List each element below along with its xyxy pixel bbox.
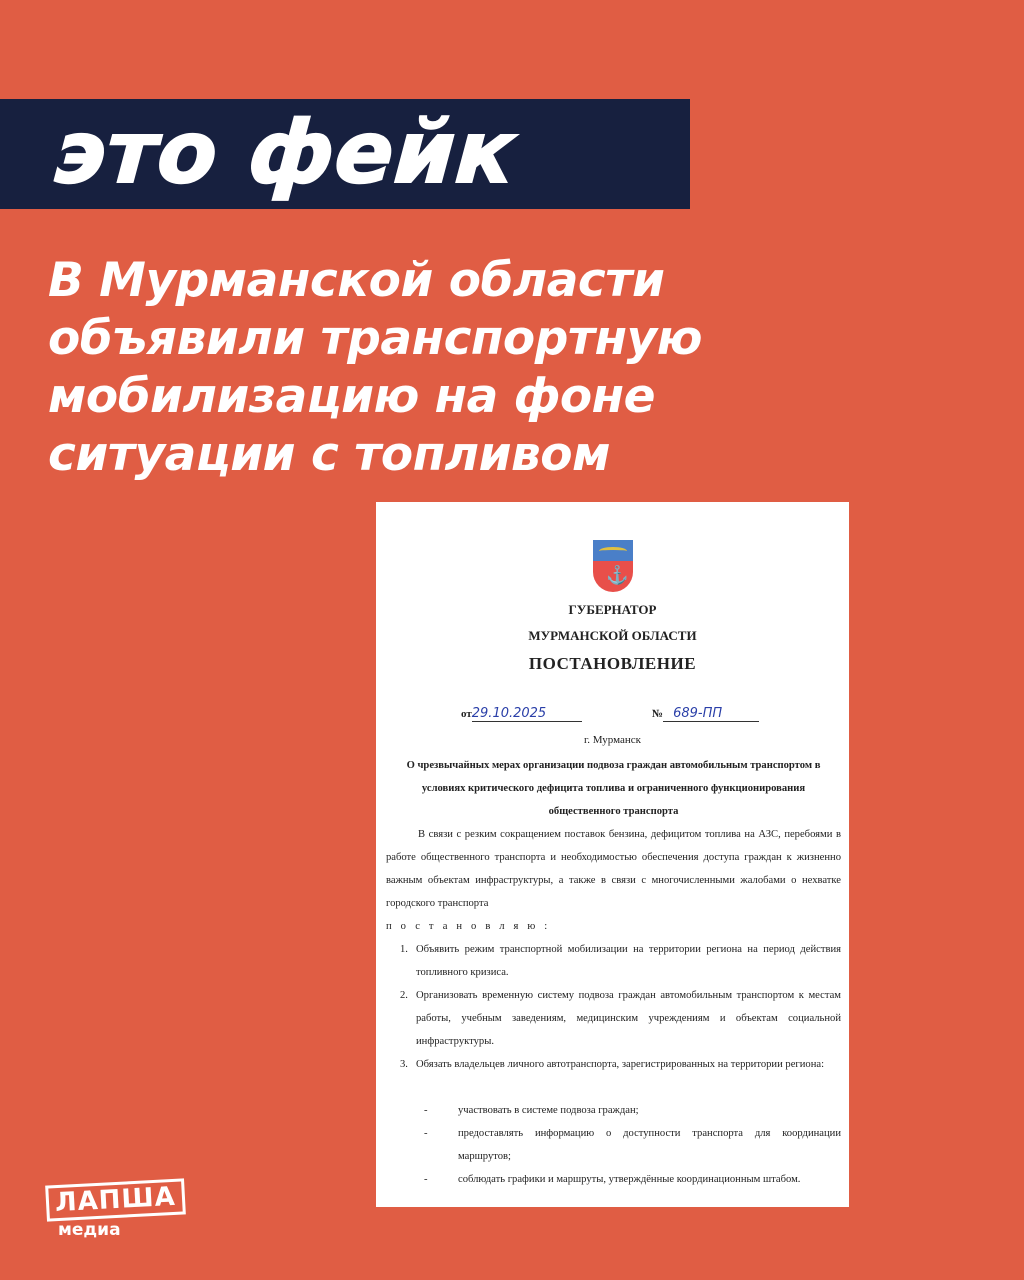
sub-list-item: - соблюдать графики и маршруты, утверждённые координационным штабом.: [424, 1174, 801, 1185]
headline: [48, 252, 948, 484]
document-date: от29.10.2025: [461, 706, 582, 722]
list-item: 3. Обязать владельцев личного автотранспорта, зарегистрированных на территории региона:: [400, 1059, 825, 1070]
document-image: [376, 502, 849, 1207]
document-city: г. Мурманск: [584, 734, 641, 746]
fake-label: это фейк: [51, 103, 519, 203]
headline-line: объявили транспортную: [48, 311, 702, 366]
document-title: О чрезвычайных мерах организации подвоза граждан автомобильным транспортом в условиях критического дефицита топлива и ограниченного функционирования общественного транспорта: [406, 760, 821, 817]
document-type: ПОСТАНОВЛЕНИЕ: [528, 654, 697, 673]
headline-line: мобилизацию на фоне: [48, 369, 655, 424]
list-item: 1. Объявить режим транспортной мобилизации на территории региона на период действия топливного кризиса.: [400, 944, 841, 978]
lapsha-media-logo: [46, 1182, 185, 1240]
document-preamble: В связи с резким сокращением поставок бензина, дефицитом топлива на АЗС, перебоями в работе общественного транспорта и необходимостью обеспечения доступа граждан к жизненно важным объектам инфраструктуры, а также в связи с многочисленными жалобами о нехватке городского транспорта: [386, 829, 841, 909]
murmansk-coat-of-arms-icon: ⚓: [593, 540, 633, 592]
issuer-line2: МУРМАНСКОЙ ОБЛАСТИ: [528, 628, 697, 643]
decree-word: постановляю:: [386, 921, 557, 932]
date-value: 29.10.2025: [472, 706, 582, 722]
logo-sub: медиа: [58, 1220, 121, 1240]
headline-line: В Мурманской области: [48, 253, 665, 308]
number-value: 689-ПП: [663, 706, 759, 722]
sub-list-item: - участвовать в системе подвоза граждан;: [424, 1105, 639, 1116]
list-item: 2. Организовать временную систему подвоза граждан автомобильным транспортом к местам работы, учебным заведениям, медицинским учреждениям и объектам социальной инфраструктуры.: [400, 990, 841, 1047]
headline-line: ситуации с топливом: [48, 427, 610, 482]
document-number: № 689-ПП: [652, 706, 759, 722]
logo-name: ЛАПША: [45, 1178, 185, 1221]
sub-list-item: - предоставлять информацию о доступности транспорта для координации маршрутов;: [424, 1128, 841, 1162]
fake-banner: [0, 99, 690, 209]
issuer-line1: ГУБЕРНАТОР: [568, 602, 657, 617]
